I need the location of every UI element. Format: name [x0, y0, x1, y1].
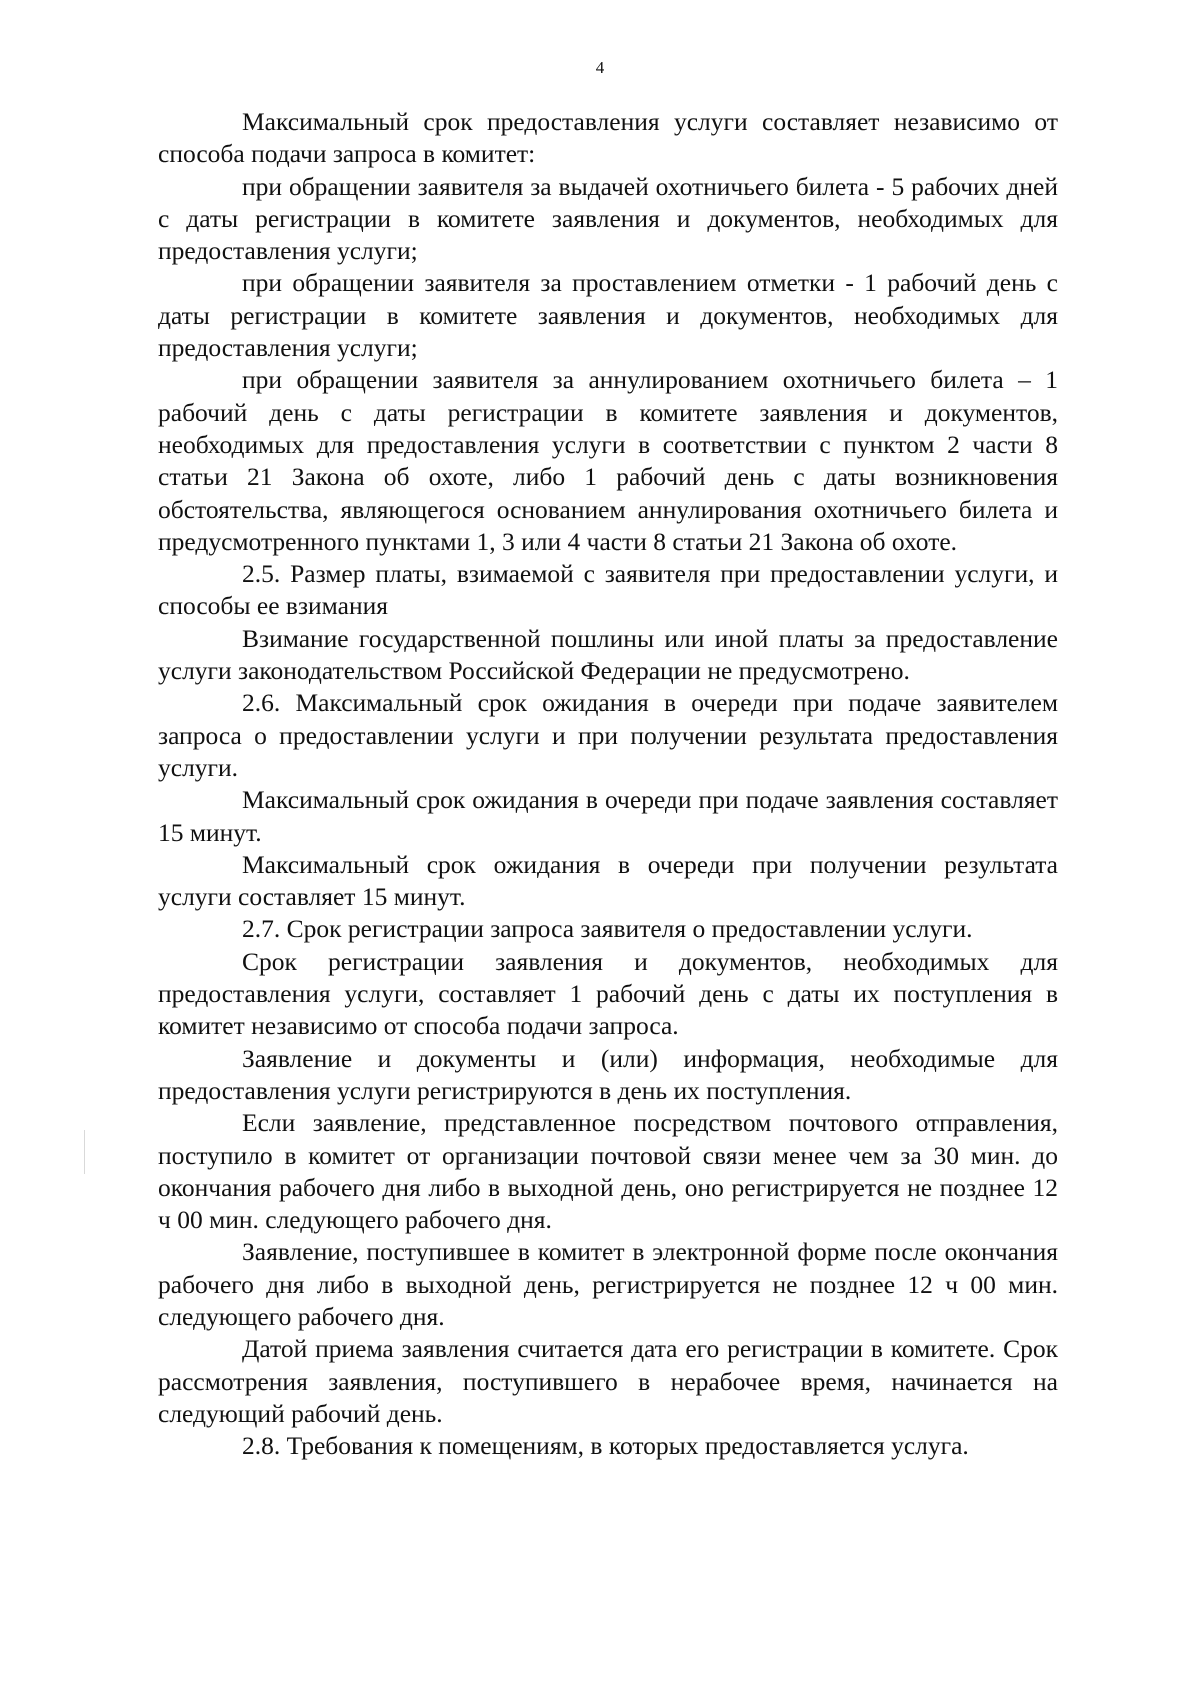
paragraph-no-fee: Взимание государственной пошлины или иной платы за предоставление услуги законодательством Российской Федерации не предусмотрено. — [158, 623, 1058, 686]
paragraph-mark-affixing: при обращении заявителя за проставлением отметки - 1 рабочий день с даты регистрации в комитете заявления и документов, необходимых для предоставления услуги; — [158, 268, 1058, 363]
paragraph-queue-submission: Максимальный срок ожидания в очереди при подаче заявления составляет 15 минут. — [158, 785, 1058, 847]
paragraph-queue-result: Максимальный срок ожидания в очереди при получении результата услуги составляет 15 минут. — [158, 849, 1058, 912]
section-2-8-heading: 2.8. Требования к помещениям, в которых предоставляется услуга. — [242, 1431, 969, 1461]
section-2-7-heading: 2.7. Срок регистрации запроса заявителя о предоставлении услуги. — [242, 914, 973, 944]
paragraph-max-term: Максимальный срок предоставления услуги составляет независимо от способа подачи запроса в комитет: — [158, 107, 1058, 169]
document-body — [158, 106, 1058, 1462]
paragraph-registration-term: Срок регистрации заявления и документов, необходимых для предоставления услуги, составляет 1 рабочий день с даты их поступления в комитет независимо от способа подачи запроса. — [158, 946, 1058, 1041]
scan-margin-mark — [84, 1130, 85, 1174]
section-2-5-heading: 2.5. Размер платы, взимаемой с заявителя при предоставлении услуги, и способы ее взимания — [158, 559, 1058, 621]
paragraph-hunting-ticket-issue: при обращении заявителя за выдачей охотничьего билета - 5 рабочих дней с даты регистрации в комитете заявления и документов, необходимых для предоставления услуги; — [158, 171, 1058, 266]
paragraph-acceptance-date: Датой приема заявления считается дата его регистрации в комитете. Срок рассмотрения заявления, поступившего в нерабочее время, начинается на следующий рабочий день. — [158, 1334, 1058, 1428]
paragraph-postal-registration: Если заявление, представленное посредством почтового отправления, поступило в комитет от организации почтовой связи менее чем за 30 мин. до окончания рабочего дня либо в выходной день, оно регистрируется не позднее 12 ч 00 мин. следующего рабочего дня. — [158, 1108, 1058, 1235]
paragraph-registration-day: Заявление и документы и (или) информация, необходимые для предоставления услуги регистрируются в день их поступления. — [158, 1043, 1058, 1105]
section-2-6-heading: 2.6. Максимальный срок ожидания в очереди при подаче заявителем запроса о предоставлении услуги и при получении результата предоставления услуги. — [158, 688, 1058, 782]
page-number: 4 — [595, 58, 605, 77]
paragraph-ticket-cancellation: при обращении заявителя за аннулированием охотничьего билета – 1 рабочий день с даты регистрации в комитете заявления и документов, необходимых для предоставления услуги в соответствии с пунктом 2 части 8 статьи 21 Закона об охоте, либо 1 рабочий день с даты возникновения обстоятельства, являющегося основанием аннулирования охотничьего билета и предусмотренного пунктами 1, 3 или 4 части 8 статьи 21 Закона об охоте. — [158, 365, 1058, 556]
paragraph-electronic-registration: Заявление, поступившее в комитет в электронной форме после окончания рабочего дня либо в выходной день, регистрируется не позднее 12 ч 00 мин. следующего рабочего дня. — [158, 1237, 1058, 1331]
